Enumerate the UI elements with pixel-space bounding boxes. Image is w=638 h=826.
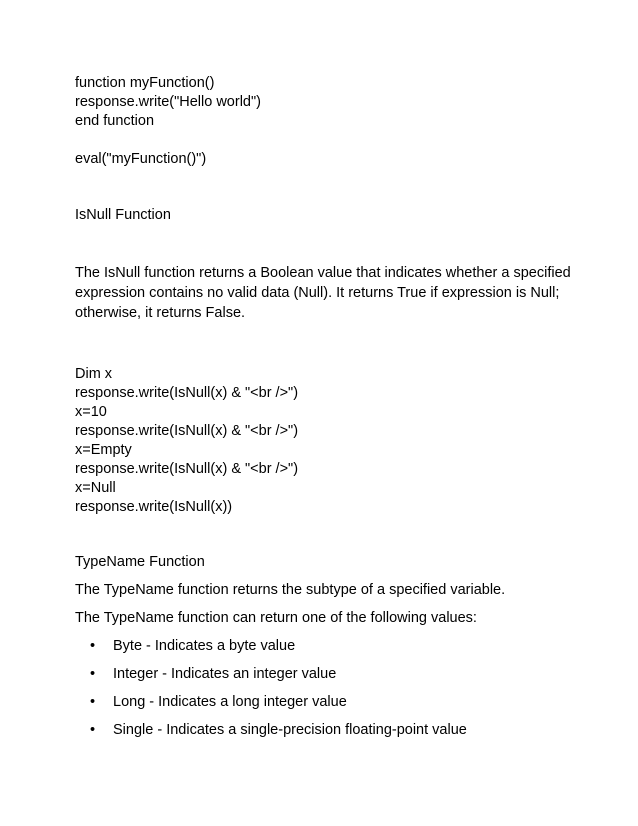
isnull-description: The IsNull function returns a Boolean value that indicates whether a specified expression contains no valid data (Null). It returns True if expression is Null; otherwise, it returns False. [75, 265, 571, 321]
isnull-heading: IsNull Function [75, 207, 171, 223]
list-item [75, 693, 575, 712]
document-content [75, 74, 575, 749]
code-line: function myFunction() [75, 75, 215, 91]
list-item [75, 665, 575, 684]
code-line: response.write(IsNull(x) & "<br />") [75, 423, 299, 439]
typename-para-1: The TypeName function returns the subtype of a specified variable. [75, 582, 506, 598]
list-item [75, 721, 575, 740]
list-item-text: Integer - Indicates an integer value [113, 666, 337, 682]
spacer [75, 323, 575, 365]
code-line: end function [75, 113, 155, 129]
code-line: response.write(IsNull(x)) [75, 499, 233, 515]
code-line: response.write("Hello world") [75, 94, 261, 110]
spacer [75, 169, 575, 206]
bullet-icon: • [90, 638, 96, 654]
typename-para-2: The TypeName function can return one of the following values: [75, 610, 477, 626]
spacer [75, 628, 575, 637]
list-item-text: Byte - Indicates a byte value [113, 638, 296, 654]
bullet-icon: • [90, 722, 96, 738]
isnull-code-block [75, 365, 575, 517]
bullet-icon: • [90, 694, 96, 710]
spacer [75, 600, 575, 609]
code-line: x=Empty [75, 442, 132, 458]
code-line: eval("myFunction()") [75, 151, 207, 167]
code-line: x=Null [75, 480, 116, 496]
code-line: x=10 [75, 404, 107, 420]
spacer [75, 225, 575, 263]
code-line: response.write(IsNull(x) & "<br />") [75, 385, 299, 401]
typename-heading: TypeName Function [75, 554, 205, 570]
code-line: response.write(IsNull(x) & "<br />") [75, 461, 299, 477]
list-item-text: Long - Indicates a long integer value [113, 694, 347, 710]
code-line: Dim x [75, 366, 113, 382]
typename-value-list [75, 637, 575, 740]
list-item-text: Single - Indicates a single-precision floating-point value [113, 722, 467, 738]
list-item [75, 637, 575, 656]
spacer [75, 572, 575, 581]
spacer [75, 517, 575, 553]
spacer [75, 131, 575, 150]
bullet-icon: • [90, 666, 96, 682]
